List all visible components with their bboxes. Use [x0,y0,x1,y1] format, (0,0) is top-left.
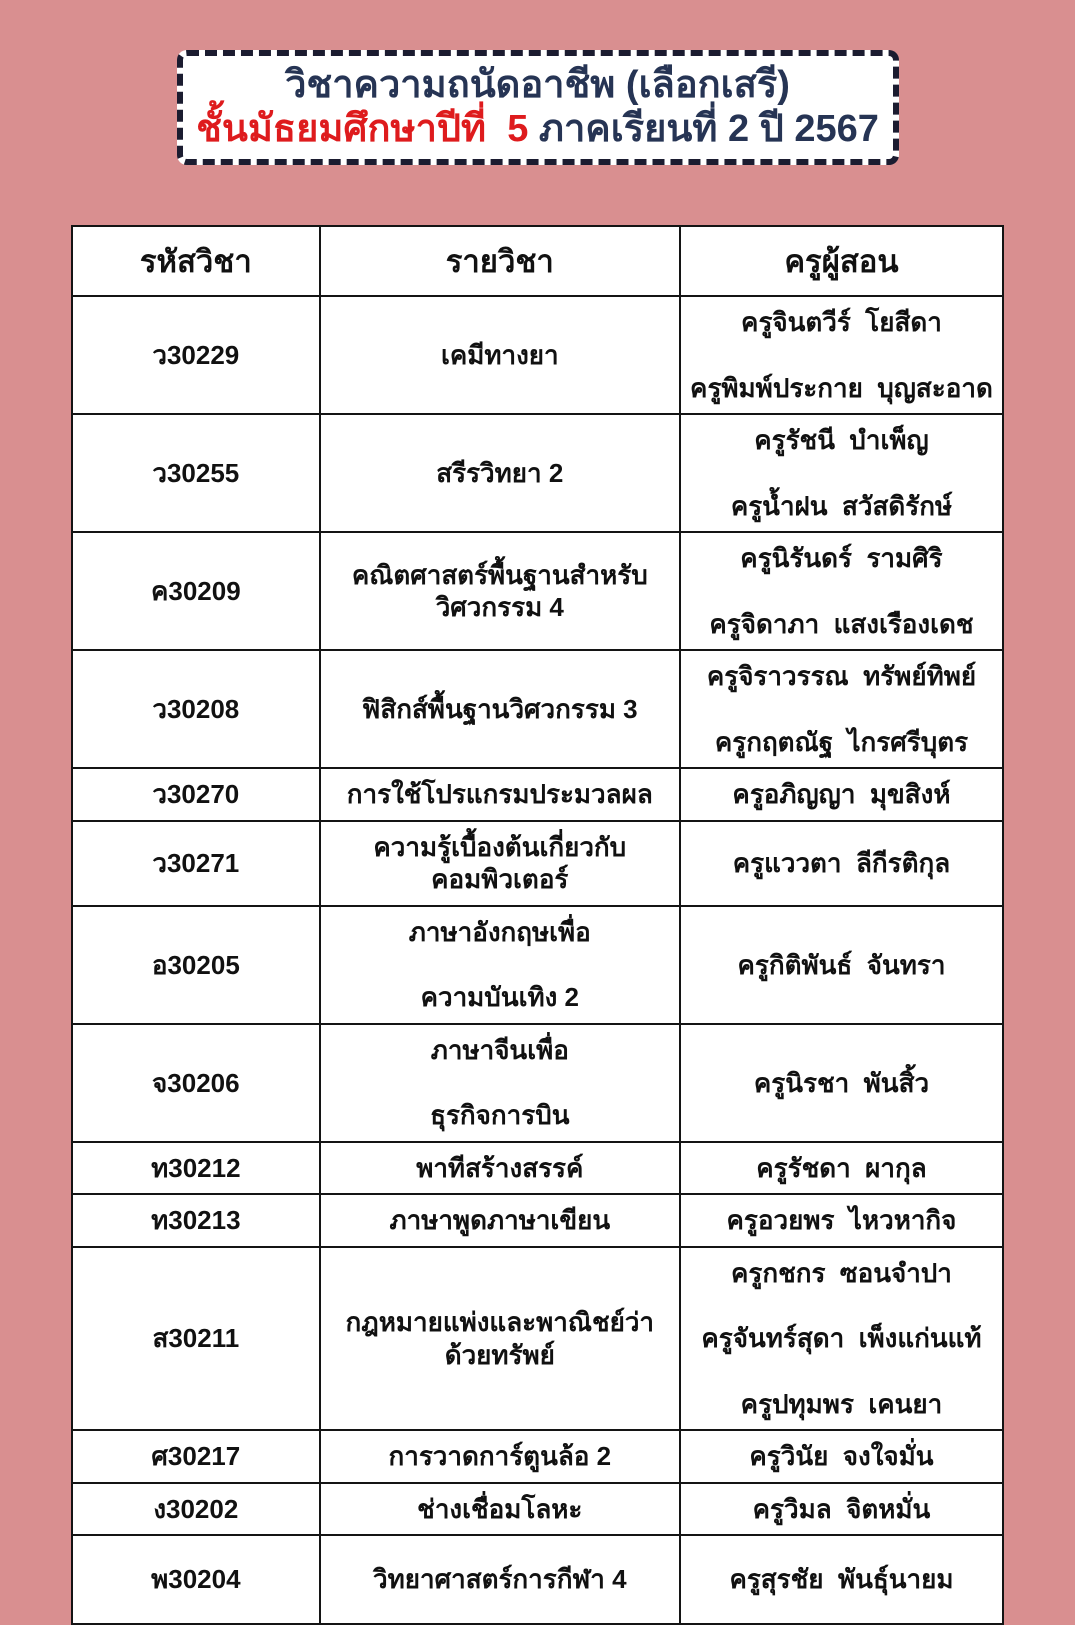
teacher-name: ครูน้ำฝน สวัสดิรักษ์ [730,490,953,521]
course-code-cell [72,1142,320,1195]
course-table [71,225,1004,1625]
teacher-cell-content [687,1152,996,1185]
course-name-cell-content [327,831,673,896]
course-name-line: กฎหมายแพ่งและพาณิชย์ว่าด้วยทรัพย์ [345,1307,655,1370]
course-code-cell-content [79,339,313,372]
course-code: ค30209 [150,576,241,607]
teacher-cell-content [687,847,996,880]
course-name-cell-content [327,559,673,624]
teacher-cell [680,1483,1003,1536]
teacher-cell [680,821,1003,906]
teacher-name: ครูสุรชัย พันธุ์นายม [729,1564,954,1595]
course-name-cell [320,821,680,906]
teacher-cell-content [687,1440,996,1473]
teacher-name: ครูจันทร์สุดา เพ็งแก่นแท้ [701,1323,982,1354]
teacher-name: ครูอภิญญา มุขสิงห์ [732,779,951,810]
table-row [72,296,1003,414]
course-name-cell-content [327,916,673,1014]
course-name-line: ภาษาจีนเพื่อ [430,1034,569,1065]
course-code-cell-content [79,778,313,811]
course-name-cell [320,1142,680,1195]
course-code-cell [72,1483,320,1536]
course-code: จ30206 [152,1067,240,1098]
course-code-cell [72,1194,320,1247]
table-row [72,1142,1003,1195]
course-name-line: คณิตศาสตร์พื้นฐานสำหรับวิศวกรรม 4 [351,559,648,623]
course-code-cell-content [79,1067,313,1100]
teacher-cell [680,1142,1003,1195]
course-code-cell [72,1535,320,1624]
teacher-cell-content [687,1067,996,1100]
course-code-cell-content [79,575,313,608]
course-name-line: ภาษาอังกฤษเพื่อ [408,916,591,947]
course-table-container [71,225,1004,1625]
course-name-line: วิทยาศาสตร์การกีฬา 4 [373,1564,627,1595]
table-row [72,1430,1003,1483]
course-name-line: ความบันเทิง 2 [420,982,579,1013]
teacher-name: ครูวิมล จิตหมั่น [752,1493,931,1524]
course-code-cell-content [79,1440,313,1473]
course-code-cell [72,296,320,414]
course-code: ว30271 [152,848,240,879]
course-code: อ30205 [151,949,240,980]
course-code-cell-content [79,847,313,880]
teacher-cell-content [687,424,996,522]
teacher-cell-content [687,949,996,982]
table-row [72,414,1003,532]
table-body [72,296,1003,1624]
table-row [72,532,1003,650]
course-name-cell [320,1430,680,1483]
table-row [72,1247,1003,1431]
course-code-cell [72,1024,320,1142]
teacher-name: ครูแววตา ลีกีรติกุล [732,848,951,879]
course-name-cell [320,1247,680,1431]
course-code-cell [72,1247,320,1431]
teacher-name: ครูอวยพร ไหวหากิจ [726,1205,957,1236]
course-name-cell-content [327,1493,673,1526]
title-line-1: วิชาความถนัดอาชีพ (เลือกเสรี) [285,64,790,106]
course-name-cell-content [327,1204,673,1237]
teacher-cell-content [687,1563,996,1596]
course-code-cell-content [79,693,313,726]
teacher-name: ครูกฤตณัฐ ไกรศรีบุตร [714,726,969,757]
teacher-cell [680,1430,1003,1483]
course-code-cell [72,821,320,906]
teacher-name: ครูปทุมพร เคนยา [740,1388,943,1419]
course-name-cell [320,296,680,414]
course-name-cell [320,1024,680,1142]
course-name-cell [320,1535,680,1624]
course-name-line: ภาษาพูดภาษาเขียน [389,1205,611,1236]
course-name-cell-content [327,1563,673,1596]
title-semester-year: ภาคเรียนที่ 2 ปี 2567 [528,107,879,150]
course-name-line: พาทีสร้างสรรค์ [416,1152,584,1183]
teacher-cell [680,1535,1003,1624]
table-row [72,821,1003,906]
teacher-cell [680,650,1003,768]
course-code-cell [72,768,320,821]
teacher-name: ครูกชกร ซอนจำปา [731,1257,952,1288]
course-name-cell-content [327,339,673,372]
title-grade-level: ชั้นมัธยมศึกษาปีที่ 5 [196,107,529,150]
course-code-cell-content [79,1204,313,1237]
course-name-line: สรีรวิทยา 2 [436,458,564,489]
teacher-name: ครูรัชดา ผากุล [756,1152,927,1183]
teacher-cell [680,906,1003,1024]
header-teacher: ครูผู้สอน [680,226,1003,296]
teacher-cell [680,1194,1003,1247]
course-name-cell [320,906,680,1024]
course-name-line: การวาดการ์ตูนล้อ 2 [388,1441,612,1472]
course-code: ศ30217 [151,1441,241,1472]
table-row [72,768,1003,821]
header-course-code: รหัสวิชา [72,226,320,296]
course-name-cell [320,1194,680,1247]
course-name-cell [320,414,680,532]
teacher-name: ครูจิดาภา แสงเรืองเดช [709,608,974,639]
course-code-cell-content [79,1322,313,1355]
course-code: ท30212 [151,1152,241,1183]
teacher-cell-content [687,1257,996,1421]
course-code-cell-content [79,1493,313,1526]
teacher-name: ครูจิราวรรณ ทรัพย์ทิพย์ [706,661,977,692]
teacher-name: ครูจินตวีร์ โยสีดา [741,307,942,338]
teacher-cell-content [687,778,996,811]
header-course-name: รายวิชา [320,226,680,296]
course-name-line: ธุรกิจการบิน [430,1100,570,1131]
course-code: พ30204 [151,1564,241,1595]
teacher-cell [680,768,1003,821]
course-name-cell-content [327,457,673,490]
teacher-cell [680,532,1003,650]
course-code-cell [72,650,320,768]
table-row [72,1194,1003,1247]
teacher-cell-content [687,542,996,640]
course-code: ท30213 [151,1205,241,1236]
course-code: ส30211 [152,1323,240,1354]
table-row [72,1483,1003,1536]
course-code-cell [72,1430,320,1483]
teacher-name: ครูรัชนี บำเพ็ญ [754,425,929,456]
course-code: ว30270 [152,779,240,810]
course-code: ว30229 [152,340,240,371]
course-name-cell-content [327,1034,673,1132]
teacher-name: ครูวินัย จงใจมั่น [749,1441,934,1472]
course-name-cell [320,768,680,821]
teacher-name: ครูนิรันดร์ รามศิริ [740,543,943,574]
course-name-cell-content [327,693,673,726]
title-box [177,50,899,165]
course-name-cell [320,650,680,768]
teacher-cell [680,1024,1003,1142]
teacher-cell-content [687,1493,996,1526]
course-code: ว30255 [152,458,240,489]
course-name-line: เคมีทางยา [440,340,559,371]
course-name-cell [320,532,680,650]
teacher-cell [680,1247,1003,1431]
course-name-cell-content [327,1152,673,1185]
teacher-name: ครูพิมพ์ประกาย บุญสะอาด [690,372,993,403]
teacher-cell-content [687,660,996,758]
teacher-cell [680,296,1003,414]
course-code-cell [72,532,320,650]
course-code-cell [72,906,320,1024]
table-row [72,1535,1003,1624]
course-code: ว30208 [152,694,240,725]
course-name-line: ความรู้เบื้องต้นเกี่ยวกับคอมพิวเตอร์ [373,831,627,895]
course-name-cell-content [327,1440,673,1473]
course-name-line: การใช้โปรแกรมประมวลผล [346,779,653,810]
course-code-cell-content [79,457,313,490]
teacher-name: ครูนิรชา พันสิ้ว [753,1067,930,1098]
teacher-cell [680,414,1003,532]
table-header-row [72,226,1003,296]
course-code-cell-content [79,1563,313,1596]
course-name-line: ฟิสิกส์พื้นฐานวิศวกรรม 3 [361,694,638,725]
course-code-cell-content [79,1152,313,1185]
course-name-cell-content [327,1306,673,1371]
course-code-cell [72,414,320,532]
teacher-cell-content [687,306,996,404]
teacher-name: ครูกิติพันธ์ จันทรา [737,949,946,980]
table-row [72,1024,1003,1142]
table-row [72,906,1003,1024]
course-code-cell-content [79,949,313,982]
course-name-line: ช่างเชื่อมโลหะ [417,1493,583,1524]
title-line-2 [196,108,879,152]
course-name-cell-content [327,778,673,811]
course-code: ง30202 [153,1493,239,1524]
table-row [72,650,1003,768]
course-name-cell [320,1483,680,1536]
teacher-cell-content [687,1204,996,1237]
